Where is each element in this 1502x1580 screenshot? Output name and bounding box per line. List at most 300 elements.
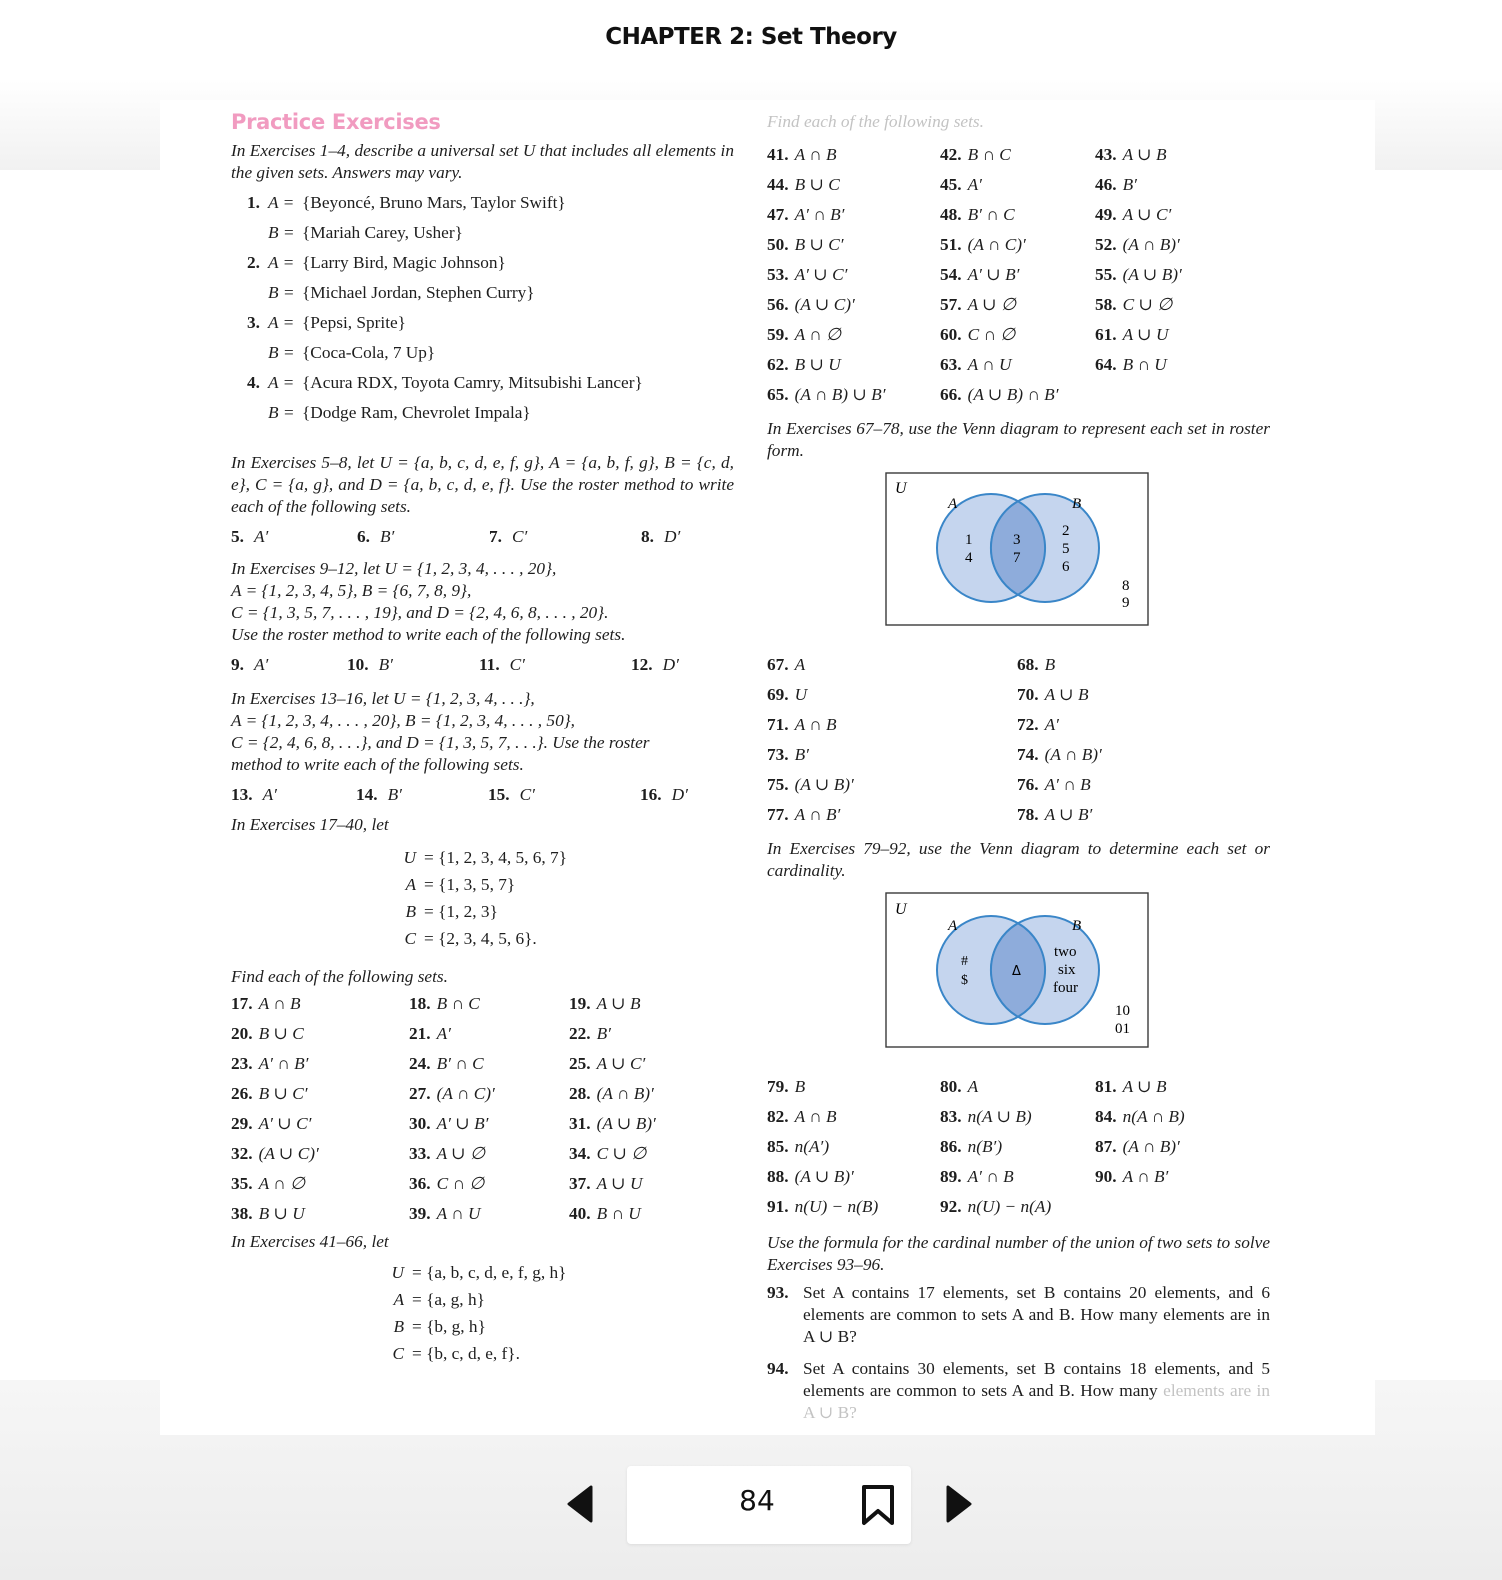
- exercise-number: 84.: [1095, 1107, 1117, 1126]
- intro-67-78: In Exercises 67–78, use the Venn diagram to represent each set in roster form.: [767, 419, 1270, 460]
- exercise-number: 23.: [231, 1054, 253, 1073]
- exercise-number: 73.: [767, 745, 789, 764]
- exercise-text: [803, 1358, 1270, 1424]
- exercise-number: 86.: [940, 1137, 962, 1156]
- exercise-number: 63.: [940, 355, 962, 374]
- exercise-number: 65.: [767, 385, 789, 404]
- exercise-number: 1.: [247, 193, 260, 212]
- exercise-expression: A ∪ B: [1122, 145, 1167, 164]
- exercises-67-78: [767, 650, 1270, 830]
- set-name: A =: [268, 253, 295, 272]
- intro-13-16-line: C = {2, 4, 6, 8, . . .}, and D = {1, 3, 5, 7, . . .}. Use the roster: [231, 733, 650, 752]
- exercise-expression: B′: [596, 1024, 611, 1043]
- exercise-number: 35.: [231, 1174, 253, 1193]
- set-definition: [391, 871, 734, 898]
- exercise-number: 16.: [640, 785, 662, 804]
- set-members: {Acura RDX, Toyota Camry, Mitsubishi Lancer}: [302, 373, 643, 392]
- set-definition: [379, 1340, 734, 1367]
- exercise-number: 8.: [641, 527, 654, 546]
- exercise-expression: B′: [378, 655, 393, 674]
- exercise-number: 88.: [767, 1167, 789, 1186]
- exercise-expression: B ∪ C′: [794, 235, 844, 254]
- exercise-number: 76.: [1017, 775, 1039, 794]
- exercise-94: [767, 1358, 1270, 1424]
- venn-diagram-1: [885, 472, 1151, 628]
- exercise-item: [767, 710, 1017, 740]
- exercise-expression: B′ ∩ C: [967, 205, 1015, 224]
- exercise-number: 90.: [1095, 1167, 1117, 1186]
- set-name: U: [403, 848, 416, 867]
- exercise-number: 69.: [767, 685, 789, 704]
- left-column: [231, 110, 734, 1367]
- exercise-item: [231, 526, 357, 556]
- exercise-item: [1095, 140, 1265, 170]
- exercise-expression: A ∪ C′: [596, 1054, 646, 1073]
- exercise-number: 83.: [940, 1107, 962, 1126]
- exercise-number: 33.: [409, 1144, 431, 1163]
- exercise-item: [767, 290, 940, 320]
- exercise-number: 36.: [409, 1174, 431, 1193]
- exercise-number: 66.: [940, 385, 962, 404]
- exercise-expression: (A ∩ B)′: [1122, 235, 1180, 254]
- exercise-item: [231, 784, 356, 814]
- exercise-item: [409, 1199, 569, 1229]
- exercise-item: [1095, 200, 1265, 230]
- intro-5-8: In Exercises 5–8, let U = {a, b, c, d, e, f, g}, A = {a, b, f, g}, B = {c, d, e}, C = {a, g}, and D = {a, b, c, d, e, f}. Use the roster method to write each of the following sets.: [231, 453, 734, 516]
- exercise-number: 5.: [231, 527, 244, 546]
- exercise-number: 28.: [569, 1084, 591, 1103]
- exercise-number: 89.: [940, 1167, 962, 1186]
- venn-label-b: B: [1072, 496, 1082, 512]
- venn-label-a: A: [948, 918, 958, 934]
- set-definition: [391, 844, 734, 871]
- exercise-expression: A ∪ B: [596, 994, 641, 1013]
- exercise-item: [231, 1019, 409, 1049]
- exercise-number: 81.: [1095, 1077, 1117, 1096]
- intro-9-12-line: A = {1, 2, 3, 4, 5}, B = {6, 7, 8, 9},: [231, 581, 472, 600]
- exercise-item: [569, 1169, 729, 1199]
- exercise-item: [1095, 350, 1265, 380]
- exercise-expression: n(B′): [967, 1137, 1003, 1156]
- exercise-item: [409, 1139, 569, 1169]
- exercise-number: 21.: [409, 1024, 431, 1043]
- exercise-item: [409, 1049, 569, 1079]
- venn-right-value: 2: [1062, 523, 1070, 539]
- exercise-number: 50.: [767, 235, 789, 254]
- exercise-expression: A′ ∪ B′: [436, 1114, 489, 1133]
- set-pair-row: [231, 188, 734, 218]
- venn-label-b: B: [1072, 918, 1082, 934]
- exercise-number: 24.: [409, 1054, 431, 1073]
- next-page-arrow-icon[interactable]: [946, 1485, 974, 1523]
- set-name: B: [393, 1317, 404, 1336]
- exercise-expression: A ∩ B: [794, 715, 837, 734]
- exercise-item: [231, 1199, 409, 1229]
- set-pair-row: [231, 278, 734, 308]
- venn-label-u: U: [895, 901, 907, 918]
- exercise-item: [409, 1019, 569, 1049]
- exercise-item: [1095, 1072, 1270, 1102]
- exercise-number: 32.: [231, 1144, 253, 1163]
- set-members: = {a, b, c, d, e, f, g, h}: [412, 1263, 567, 1282]
- exercise-expression: A′: [253, 527, 269, 546]
- exercise-expression: A′: [1044, 715, 1059, 734]
- exercise-expression: C ∩ ∅: [967, 325, 1016, 344]
- set-name: C: [392, 1344, 404, 1363]
- set-members: = {a, g, h}: [412, 1290, 485, 1309]
- exercise-expression: C′: [519, 785, 535, 804]
- exercises-13-16: [231, 784, 734, 814]
- exercise-number: [231, 218, 268, 248]
- exercise-number: 56.: [767, 295, 789, 314]
- bookmark-icon[interactable]: [860, 1484, 896, 1526]
- exercise-expression: B′: [794, 745, 809, 764]
- venn-right-value: 5: [1062, 541, 1070, 557]
- exercise-item: [231, 1049, 409, 1079]
- exercise-item: [940, 200, 1095, 230]
- exercise-expression: D′: [662, 655, 679, 674]
- intro-9-12-line: In Exercises 9–12, let U = {1, 2, 3, 4, . . . , 20},: [231, 559, 557, 578]
- exercise-number: 61.: [1095, 325, 1117, 344]
- set-definition: [391, 898, 734, 925]
- exercise-text-faded: elements are in A ∪ B?: [803, 1381, 1270, 1422]
- exercise-number: 70.: [1017, 685, 1039, 704]
- set-name: A =: [268, 373, 295, 392]
- venn-outside-value: 9: [1122, 595, 1130, 611]
- exercise-expression: A ∪ C′: [1122, 205, 1172, 224]
- set-pair-row: [231, 398, 734, 428]
- set-name: B =: [268, 343, 295, 362]
- exercise-expression: B′ ∩ C: [436, 1054, 484, 1073]
- exercise-expression: A ∪ U: [1122, 325, 1169, 344]
- venn-left-value: #: [961, 954, 968, 969]
- set-members: {Dodge Ram, Chevrolet Impala}: [302, 403, 531, 422]
- exercise-number: 75.: [767, 775, 789, 794]
- exercise-number: 40.: [569, 1204, 591, 1223]
- exercise-number: 68.: [1017, 655, 1039, 674]
- chapter-title: CHAPTER 2: Set Theory: [605, 24, 897, 50]
- exercise-number: 77.: [767, 805, 789, 824]
- venn-middle-value: 3: [1013, 532, 1021, 548]
- exercises-41-66: [767, 140, 1270, 410]
- exercise-number: 87.: [1095, 1137, 1117, 1156]
- exercise-number: 93.: [767, 1283, 789, 1302]
- exercise-item: [940, 170, 1095, 200]
- exercise-item: [767, 1102, 940, 1132]
- exercise-expression: B ∩ U: [1122, 355, 1167, 374]
- exercise-number: 11.: [479, 655, 500, 674]
- exercise-expression: B ∩ C: [967, 145, 1011, 164]
- exercise-item: [356, 784, 488, 814]
- exercise-number: 45.: [940, 175, 962, 194]
- exercises-9-12: [231, 654, 734, 686]
- set-pair-row: [231, 308, 734, 338]
- exercise-item: [767, 350, 940, 380]
- exercise-item: [479, 654, 631, 686]
- exercise-item: [767, 650, 1017, 680]
- exercise-item: [940, 380, 1095, 410]
- exercise-text-main: Set A contains 30 elements, set B contains 18 elements, and 5 elements are common to sets A and B. How many: [803, 1359, 1270, 1400]
- exercise-number: 14.: [356, 785, 378, 804]
- exercise-item: [231, 989, 409, 1019]
- sets-41-66: [379, 1259, 734, 1367]
- exercise-expression: B ∪ C: [794, 175, 840, 194]
- exercise-number: 74.: [1017, 745, 1039, 764]
- exercise-number: 53.: [767, 265, 789, 284]
- exercise-number: 59.: [767, 325, 789, 344]
- exercise-number: 37.: [569, 1174, 591, 1193]
- exercise-expression: n(A′): [794, 1137, 830, 1156]
- exercise-expression: A ∪ B: [1044, 685, 1089, 704]
- exercise-expression: A′ ∪ B′: [967, 265, 1020, 284]
- exercise-expression: A′ ∩ B: [1044, 775, 1091, 794]
- exercise-number: 30.: [409, 1114, 431, 1133]
- exercise-item: [1017, 800, 1267, 830]
- exercise-item: [1017, 650, 1267, 680]
- exercise-number: 94.: [767, 1359, 789, 1378]
- exercise-number: 3.: [247, 313, 260, 332]
- exercise-item: [1095, 1162, 1270, 1192]
- exercise-item: [409, 1109, 569, 1139]
- exercise-number: 12.: [631, 655, 653, 674]
- exercise-expression: A ∩ ∅: [794, 325, 842, 344]
- exercise-item: [1017, 680, 1267, 710]
- set-members: {Beyoncé, Bruno Mars, Taylor Swift}: [302, 193, 566, 212]
- intro-41-66: In Exercises 41–66, let: [231, 1232, 389, 1251]
- venn-right-value: two: [1054, 944, 1077, 960]
- exercise-number: 10.: [347, 655, 369, 674]
- exercise-number: 85.: [767, 1137, 789, 1156]
- exercise-item: [1095, 290, 1265, 320]
- exercise-expression: B ∪ C: [258, 1024, 304, 1043]
- set-definition: [391, 925, 734, 952]
- exercise-expression: A ∪ B: [1122, 1077, 1167, 1096]
- exercise-number: 17.: [231, 994, 253, 1013]
- exercise-number: [231, 278, 268, 308]
- exercise-expression: A′: [253, 655, 269, 674]
- exercise-expression: (A ∩ B)′: [596, 1084, 654, 1103]
- exercise-item: [409, 1169, 569, 1199]
- previous-page-arrow-icon[interactable]: [565, 1485, 593, 1523]
- intro-93-96: Use the formula for the cardinal number of the union of two sets to solve Exercises 93–96.: [767, 1233, 1270, 1274]
- exercise-expression: B′: [387, 785, 402, 804]
- exercise-item: [767, 770, 1017, 800]
- exercise-number: 26.: [231, 1084, 253, 1103]
- exercise-number: 19.: [569, 994, 591, 1013]
- venn-middle-value: 7: [1013, 550, 1021, 566]
- exercise-item: [940, 230, 1095, 260]
- set-members: = {1, 2, 3, 4, 5, 6, 7}: [424, 848, 567, 867]
- exercise-number: 67.: [767, 655, 789, 674]
- exercise-expression: (A ∩ B)′: [1044, 745, 1102, 764]
- exercise-expression: A′ ∩ B: [967, 1167, 1014, 1186]
- exercise-item: [767, 170, 940, 200]
- exercise-number: 49.: [1095, 205, 1117, 224]
- exercise-item: [940, 350, 1095, 380]
- exercise-item: [940, 1192, 1095, 1222]
- set-pair-row: [231, 248, 734, 278]
- exercise-item: [940, 290, 1095, 320]
- intro-13-16: [231, 688, 734, 776]
- exercise-item: [1017, 710, 1267, 740]
- exercise-item: [357, 526, 489, 556]
- exercise-number: 60.: [940, 325, 962, 344]
- exercise-expression: C ∩ ∅: [436, 1174, 485, 1193]
- sets-17-40: [391, 844, 734, 952]
- exercise-expression: B ∪ C′: [258, 1084, 308, 1103]
- venn-outside-value: 10: [1115, 1003, 1130, 1019]
- exercise-item: [767, 230, 940, 260]
- exercise-item: [489, 526, 641, 556]
- exercise-item: [569, 1139, 729, 1169]
- exercise-number: 82.: [767, 1107, 789, 1126]
- exercise-expression: A′: [436, 1024, 451, 1043]
- page-number: 84: [739, 1484, 775, 1517]
- set-name: B =: [268, 403, 295, 422]
- find-label-right: Find each of the following sets.: [767, 112, 984, 131]
- exercise-number: 25.: [569, 1054, 591, 1073]
- exercise-expression: A ∪ ∅: [436, 1144, 486, 1163]
- exercise-number: 64.: [1095, 355, 1117, 374]
- intro-9-12: [231, 558, 734, 646]
- exercise-number: 29.: [231, 1114, 253, 1133]
- exercise-expression: C ∪ ∅: [596, 1144, 647, 1163]
- exercise-number: [231, 398, 268, 428]
- exercise-expression: A ∩ B: [794, 145, 837, 164]
- exercise-number: 4.: [247, 373, 260, 392]
- exercise-number: 80.: [940, 1077, 962, 1096]
- exercises-79-92: [767, 1072, 1270, 1222]
- page-toolbar: [627, 1466, 911, 1544]
- exercise-expression: C′: [509, 655, 525, 674]
- exercise-expression: (A ∪ B)′: [794, 1167, 854, 1186]
- exercise-number: 31.: [569, 1114, 591, 1133]
- venn-right-value: four: [1053, 980, 1078, 996]
- exercise-number: 91.: [767, 1197, 789, 1216]
- set-members: = {2, 3, 4, 5, 6}.: [424, 929, 537, 948]
- venn-outside-value: 8: [1122, 578, 1130, 594]
- exercise-number: 2.: [247, 253, 260, 272]
- exercise-item: [1017, 770, 1267, 800]
- exercise-item: [1095, 260, 1265, 290]
- exercise-number: 58.: [1095, 295, 1117, 314]
- exercise-item: [767, 1072, 940, 1102]
- exercise-number: 27.: [409, 1084, 431, 1103]
- exercise-number: 92.: [940, 1197, 962, 1216]
- set-members: {Coca-Cola, 7 Up}: [302, 343, 436, 362]
- set-name: A: [393, 1290, 404, 1309]
- exercise-expression: A′ ∪ C′: [258, 1114, 312, 1133]
- exercise-item: [488, 784, 640, 814]
- exercise-item: [767, 740, 1017, 770]
- exercise-number: 38.: [231, 1204, 253, 1223]
- exercise-item: [569, 1079, 729, 1109]
- set-name: C: [404, 929, 416, 948]
- exercise-number: 34.: [569, 1144, 591, 1163]
- venn-diagram-2: [885, 892, 1151, 1050]
- exercise-expression: n(U) − n(B): [794, 1197, 879, 1216]
- exercise-expression: B ∩ C: [436, 994, 480, 1013]
- exercise-number: 78.: [1017, 805, 1039, 824]
- exercise-expression: A′ ∪ C′: [794, 265, 848, 284]
- set-pair-row: [231, 368, 734, 398]
- exercise-item: [1095, 320, 1265, 350]
- exercise-number: 43.: [1095, 145, 1117, 164]
- venn-middle-value: Δ: [1012, 964, 1021, 979]
- exercise-expression: (A ∪ C)′: [794, 295, 855, 314]
- set-members: {Pepsi, Sprite}: [302, 313, 406, 332]
- venn-right-value: 6: [1062, 559, 1070, 575]
- exercises-17-40: [231, 989, 734, 1229]
- exercise-item: [940, 320, 1095, 350]
- exercise-expression: U: [794, 685, 808, 704]
- set-pair-row: [231, 338, 734, 368]
- exercise-expression: B: [1044, 655, 1056, 674]
- set-name: U: [391, 1263, 404, 1282]
- intro-17-40: In Exercises 17–40, let: [231, 815, 389, 834]
- exercise-item: [767, 680, 1017, 710]
- exercise-expression: (A ∩ C)′: [436, 1084, 495, 1103]
- exercise-number: [231, 338, 268, 368]
- exercise-item: [1095, 1102, 1270, 1132]
- exercise-number: 9.: [231, 655, 244, 674]
- exercise-expression: (A ∪ B)′: [794, 775, 854, 794]
- exercise-item: [631, 654, 721, 686]
- exercises-1-4: [231, 188, 734, 428]
- exercise-expression: A ∩ B′: [1122, 1167, 1169, 1186]
- exercise-expression: n(U) − n(A): [967, 1197, 1052, 1216]
- set-members: = {1, 3, 5, 7}: [424, 875, 516, 894]
- exercise-expression: (A ∩ B) ∪ B′: [794, 385, 886, 404]
- exercise-expression: D′: [671, 785, 688, 804]
- venn-outside-value: 01: [1115, 1021, 1130, 1037]
- exercise-item: [940, 1072, 1095, 1102]
- exercise-item: [231, 1169, 409, 1199]
- exercise-expression: A ∪ B′: [1044, 805, 1093, 824]
- exercise-number: 52.: [1095, 235, 1117, 254]
- exercise-expression: A′: [262, 785, 277, 804]
- exercise-item: [569, 1199, 729, 1229]
- exercise-expression: B: [794, 1077, 806, 1096]
- venn-left-value: 4: [965, 550, 973, 566]
- set-name: B =: [268, 283, 295, 302]
- exercise-item: [767, 1162, 940, 1192]
- exercise-expression: A ∩ B′: [794, 805, 841, 824]
- exercise-item: [641, 526, 731, 556]
- exercise-expression: A ∩ B: [258, 994, 301, 1013]
- set-members: {Larry Bird, Magic Johnson}: [302, 253, 506, 272]
- exercise-number: 41.: [767, 145, 789, 164]
- venn-label-a: A: [948, 496, 958, 512]
- exercise-item: [569, 989, 729, 1019]
- exercise-expression: A′ ∩ B′: [794, 205, 845, 224]
- exercise-expression: (A ∩ C)′: [967, 235, 1026, 254]
- intro-13-16-line: A = {1, 2, 3, 4, . . . , 20}, B = {1, 2, 3, 4, . . . , 50},: [231, 711, 575, 730]
- set-name: A =: [268, 313, 295, 332]
- exercise-item: [231, 1109, 409, 1139]
- exercise-expression: (A ∪ C)′: [258, 1144, 319, 1163]
- exercise-expression: A ∪ ∅: [967, 295, 1017, 314]
- exercises-5-8: [231, 526, 734, 556]
- set-name: A: [405, 875, 416, 894]
- venn-left-value: $: [961, 973, 968, 988]
- exercise-item: [767, 800, 1017, 830]
- exercise-number: 7.: [489, 527, 502, 546]
- exercise-expression: (A ∪ B)′: [1122, 265, 1182, 284]
- set-members: {Mariah Carey, Usher}: [302, 223, 463, 242]
- intro-79-92: In Exercises 79–92, use the Venn diagram to determine each set or cardinality.: [767, 839, 1270, 880]
- intro-9-12-line: C = {1, 3, 5, 7, . . . , 19}, and D = {2, 4, 6, 8, . . . , 20}.: [231, 603, 609, 622]
